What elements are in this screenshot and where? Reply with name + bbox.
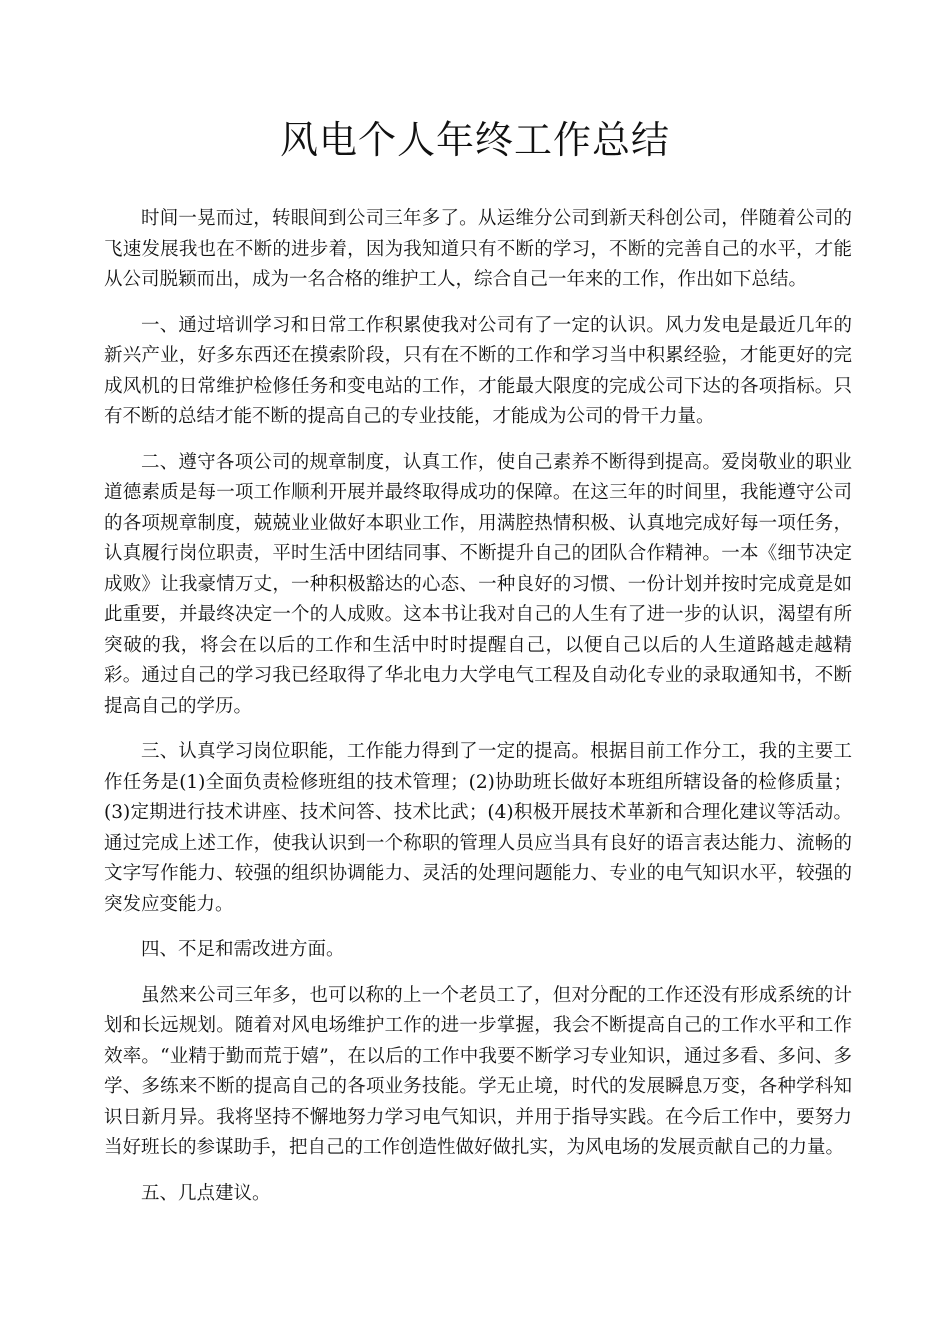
document-title: 风电个人年终工作总结 bbox=[279, 118, 670, 162]
paragraph-section-1: 一、通过培训学习和日常工作积累使我对公司有了一定的认识。风力发电是最近几年的新兴产业，好多东西还在摸索阶段，只有在不断的工作和学习当中积累经验，才能更好的完成风机的日常维护检修任务和变电站的工作，才能最大限度的完成公司下达的各项指标。只有不断的总结才能不断的提高自己的专业技能，才能成为公司的骨干力量。 bbox=[104, 314, 852, 427]
paragraph-section-4-heading: 四、不足和需改进方面。 bbox=[141, 939, 345, 960]
paragraph-section-4-body: 虽然来公司三年多，也可以称的上一个老员工了，但对分配的工作还没有形成系统的计划和长远规划。随着对风电场维护工作的进一步掌握，我会不断提高自己的工作水平和工作效率。“业精于勤而荒于嬉”，在以后的工作中我要不断学习专业知识，通过多看、多问、多学、多练来不断的提高自己的各项业务技能。学无止境，时代的发展瞬息万变，各种学科知识日新月异。我将坚持不懈地努力学习电气知识，并用于指导实践。在今后工作中，要努力当好班长的参谋助手，把自己的工作创造性做好做扎实，为风电场的发展贡献自己的力量。 bbox=[104, 984, 852, 1158]
paragraph-section-3: 三、认真学习岗位职能，工作能力得到了一定的提高。根据目前工作分工，我的主要工作任务是(1)全面负责检修班组的技术管理；(2)协助班长做好本班组所辖设备的检修质量；(3)定期进行技术讲座、技术问答、技术比武；(4)积极开展技术革新和合理化建议等活动。通过完成上述工作，使我认识到一个称职的管理人员应当具有良好的语言表达能力、流畅的文字写作能力、较强的组织协调能力、灵活的处理问题能力、专业的电气知识水平，较强的突发应变能力。 bbox=[104, 741, 852, 915]
paragraph-intro: 时间一晃而过，转眼间到公司三年多了。从运维分公司到新天科创公司，伴随着公司的飞速发展我也在不断的进步着，因为我知道只有不断的学习，不断的完善自己的水平，才能从公司脱颖而出，成为一名合格的维护工人，综合自己一年来的工作，作出如下总结。 bbox=[104, 208, 852, 290]
document-body bbox=[104, 204, 852, 1224]
paragraph-section-2: 二、遵守各项公司的规章制度，认真工作，使自己素养不断得到提高。爱岗敬业的职业道德素质是每一项工作顺利开展并最终取得成功的保障。在这三年的时间里，我能遵守公司的各项规章制度，兢兢业业做好本职业工作，用满腔热情积极、认真地完成好每一项任务，认真履行岗位职责，平时生活中团结同事、不断提升自己的团队合作精神。一本《细节决定成败》让我豪情万丈，一种积极豁达的心态、一种良好的习惯、一份计划并按时完成竟是如此重要，并最终决定一个的人成败。这本书让我对自己的人生有了进一步的认识，渴望有所突破的我，将会在以后的工作和生活中时时提醒自己，以便自己以后的人生道路越走越精彩。通过自己的学习我已经取得了华北电力大学电气工程及自动化专业的录取通知书，不断提高自己的学历。 bbox=[104, 451, 852, 717]
paragraph-section-5-heading: 五、几点建议。 bbox=[141, 1182, 271, 1204]
